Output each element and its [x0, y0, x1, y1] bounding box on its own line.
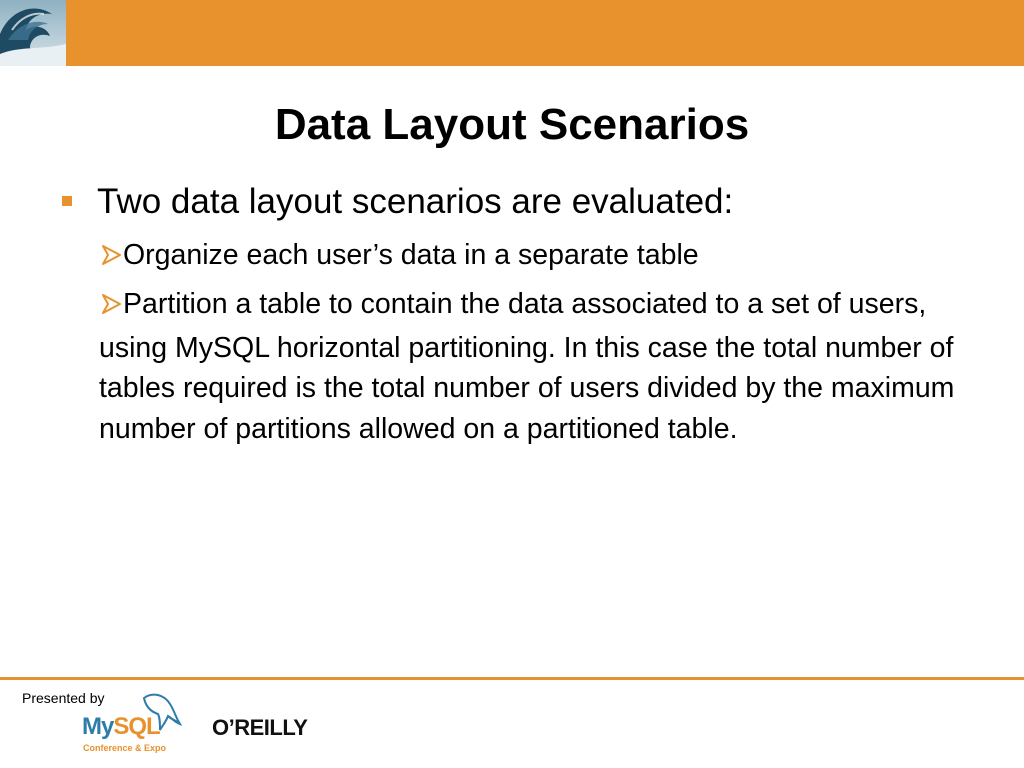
sub-bullet-2	[99, 284, 959, 449]
mysql-wordmark: MySQL	[82, 713, 160, 740]
main-bullet: Two data layout scenarios are evaluated:	[97, 182, 734, 221]
sub-bullet-1	[99, 235, 959, 279]
oreilly-logo: O’REILLY	[212, 715, 308, 740]
presented-by-label: Presented by	[22, 690, 105, 706]
sub-bullet-1-text: Organize each user’s data in a separate table	[123, 239, 699, 271]
slide-title: Data Layout Scenarios	[274, 100, 750, 149]
sub-bullet-2-text: Partition a table to contain the data associated to a set of users, using MySQL horizontal partitioning. In this case the total number of tables required is the total number of users divided by the maximum number of partitions allowed on a partitioned table.	[99, 288, 955, 445]
footer-divider	[0, 677, 1024, 680]
mysql-subtitle: Conference & Expo	[83, 743, 167, 753]
arrow-bullet-icon	[99, 287, 123, 328]
wave-image	[0, 0, 66, 66]
header-bar	[0, 0, 1024, 66]
mysql-conference-logo	[80, 690, 190, 756]
square-bullet-icon	[62, 196, 72, 206]
arrow-bullet-icon	[99, 238, 123, 279]
